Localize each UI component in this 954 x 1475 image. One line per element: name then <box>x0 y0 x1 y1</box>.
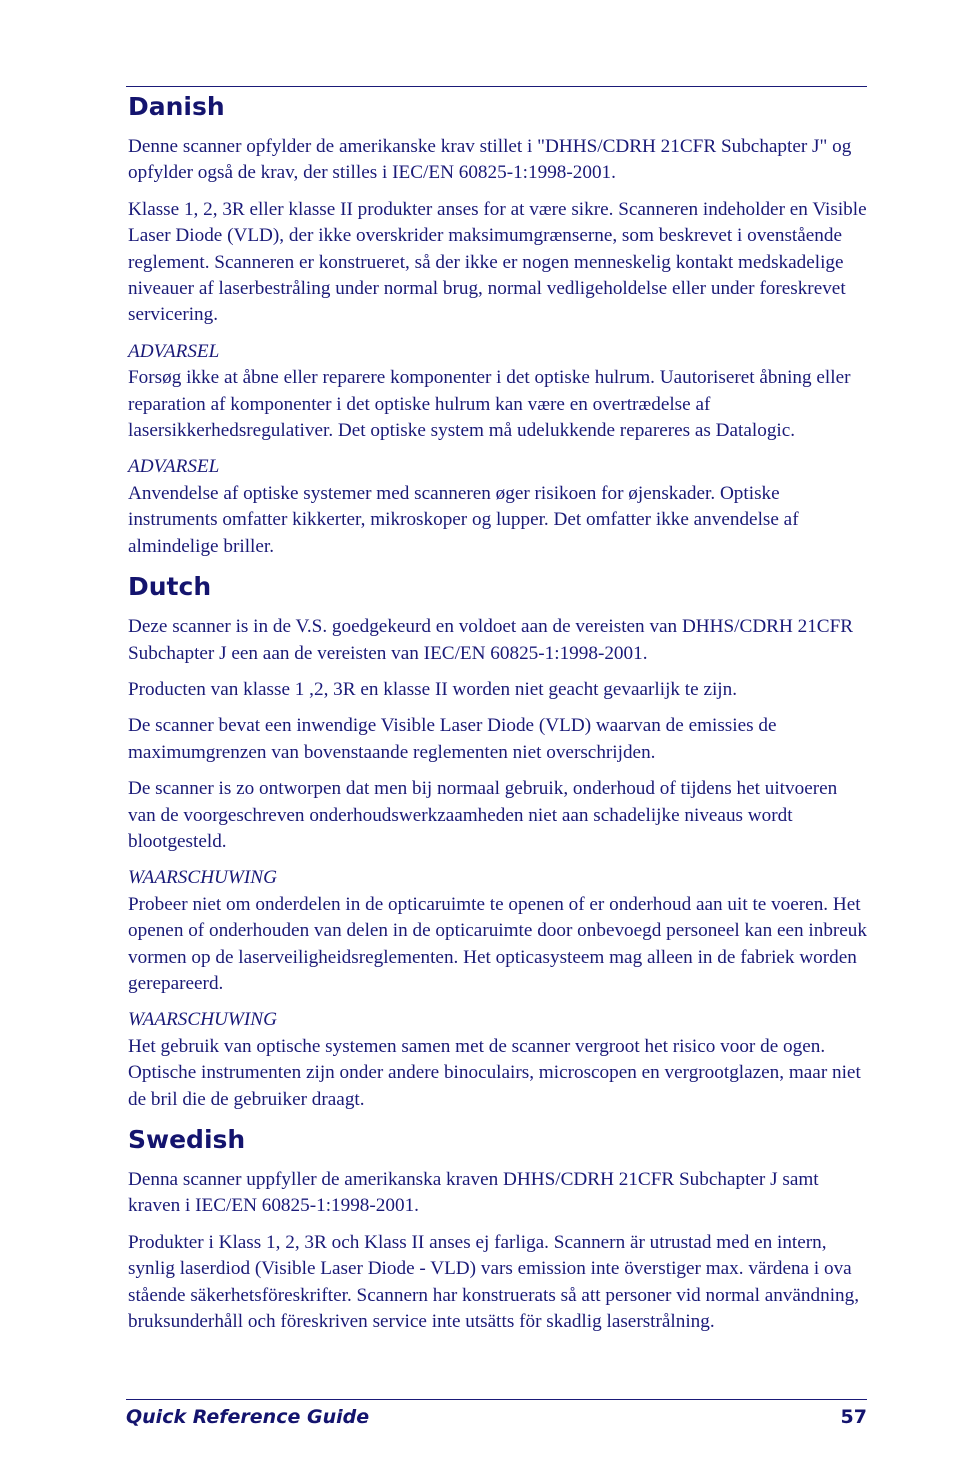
warning-block <box>128 339 868 445</box>
section-swedish <box>128 1123 868 1335</box>
footer-title: Quick Reference Guide <box>126 1406 370 1428</box>
paragraph: Klasse 1, 2, 3R eller klasse II produkter anses for at være sikre. Scanneren indeholder en Visible Laser Diode (VLD), der ikke overskrider maksimumgrænserne, som beskrevet i ovenstående reglement. Scanneren er konstrueret, så der ikke er nogen menneskelig kontakt medskadelige niveauer af laserbestråling under normal brug, normal vedligeholdelse eller under foreskrevet servicering. <box>128 198 867 326</box>
page-content <box>128 90 868 1345</box>
warning-block <box>128 454 868 560</box>
warning-label: ADVARSEL <box>128 456 220 478</box>
paragraph: Denne scanner opfylder de amerikanske krav stillet i "DHHS/CDRH 21CFR Subchapter J" og opfylder også de krav, der stilles i IEC/EN 60825-1:1998-2001. <box>128 136 852 184</box>
section-dutch <box>128 570 868 1113</box>
warning-label: WAARSCHUWING <box>128 1009 277 1031</box>
page-number: 57 <box>840 1406 867 1428</box>
paragraph: Producten van klasse 1 ,2, 3R en klasse II worden niet geacht gevaarlijk te zijn. <box>128 678 738 700</box>
paragraph: De scanner bevat een inwendige Visible Laser Diode (VLD) waarvan de emissies de maximumgrenzen van bovenstaande reglementen niet overschrijden. <box>128 715 777 763</box>
warning-text: Anvendelse af optiske systemer med scanneren øger risikoen for øjenskader. Optiske instruments omfatter kikkerter, mikroskoper og lupper. Det omfatter ikke anvendelse af almindelige briller. <box>128 482 799 557</box>
warning-block <box>128 865 868 997</box>
warning-label: ADVARSEL <box>128 340 220 362</box>
section-heading: Danish <box>128 92 225 121</box>
warning-text: Forsøg ikke at åbne eller reparere komponenter i det optiske hulrum. Uautoriseret åbning eller reparation af komponenter i det optiske hulrum kan være en overtrædelse af lasersikkerhedsregulativer. Det optiske system må udelukkende repareres as Datalogic. <box>128 367 851 442</box>
header-rule <box>126 86 867 87</box>
section-heading: Dutch <box>128 572 212 602</box>
paragraph: Denna scanner uppfyller de amerikanska kraven DHHS/CDRH 21CFR Subchapter J samt kraven i IEC/EN 60825-1:1998-2001. <box>128 1169 819 1217</box>
warning-text: Probeer niet om onderdelen in de opticaruimte te openen of er onderhoud aan uit te voeren. Het openen of onderhouden van delen in de opticaruimte door onbevoegd personeel kan een inbreuk vormen op de laserveiligheidsreglementen. Het opticasysteem mag alleen in de fabriek worden gerepareerd. <box>128 893 867 994</box>
paragraph: Deze scanner is in de V.S. goedgekeurd en voldoet aan de vereisten van DHHS/CDRH 21CFR Subchapter J een aan de vereisten van IEC/EN 60825-1:1998-2001. <box>128 616 854 664</box>
paragraph: Produkter i Klass 1, 2, 3R och Klass II anses ej farliga. Scannern är utrustad med en intern, synlig laserdiod (Visible Laser Diode - VLD) vars emission inte överstiger max. värdena i ova stående säkerhetsföreskrifter. Scannern har konstruerats så att personer vid normal användning, bruksunderhåll och föreskriven service inte utsätts för skadlig laserstrålning. <box>128 1231 860 1333</box>
warning-block <box>128 1007 868 1113</box>
paragraph: De scanner is zo ontworpen dat men bij normaal gebruik, onderhoud of tijdens het uitvoeren van de voorgeschreven onderhoudswerkzaamheden niet aan schadelijke niveaus wordt blootgesteld. <box>128 778 838 852</box>
section-danish <box>128 90 868 560</box>
warning-text: Het gebruik van optische systemen samen met de scanner vergroot het risico voor de ogen. Optische instrumenten zijn onder andere binoculairs, microscopen en vergrootglazen, maar niet de bril die de gebruiker draagt. <box>128 1035 861 1110</box>
section-heading: Swedish <box>128 1125 246 1154</box>
warning-label: WAARSCHUWING <box>128 867 277 889</box>
page-footer <box>126 1399 867 1428</box>
